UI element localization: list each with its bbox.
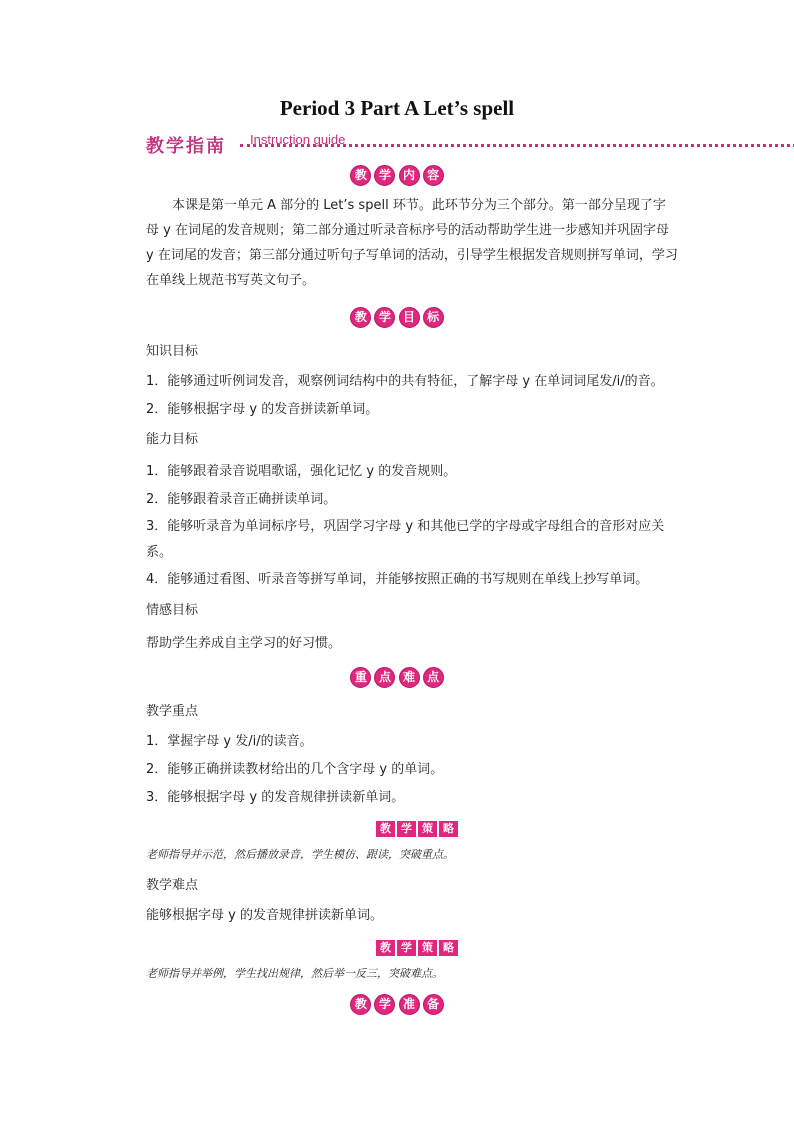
badge-char: 目 bbox=[399, 307, 420, 328]
badge-char: 重 bbox=[350, 667, 371, 688]
badge-char: 学 bbox=[397, 940, 416, 956]
badge-char: 学 bbox=[397, 821, 416, 837]
page-title: Period 3 Part A Let’s spell bbox=[279, 96, 515, 120]
knowledge-item: 2．能够根据字母 y 的发音拼读新单词。 bbox=[146, 402, 379, 417]
ability-item: 4．能够通过看图、听录音等拼写单词，并能够按照正确的书写规则在单线上抄写单词。 bbox=[146, 572, 649, 587]
section-badge-content bbox=[0, 164, 794, 186]
badge-char: 准 bbox=[399, 994, 420, 1015]
content-paragraph: 本课是第一单元 A 部分的 Let’s spell 环节。此环节分为三个部分。第一部分呈现了字母 y 在词尾的发音规则；第二部分通过听录音标序号的活动帮助学生进一步感知并巩固字母 y 在词尾的发音；第三部分通过听句子写单词的活动，引导学生根据发音规则拼写单词，学习在单线上规范书写英文句子。 bbox=[146, 198, 678, 288]
badge-char: 策 bbox=[418, 821, 437, 837]
badge-char: 教 bbox=[350, 165, 371, 186]
ability-item: 3．能够听录音为单词标序号，巩固学习字母 y 和其他已学的字母或字母组合的音形对应关系。 bbox=[146, 519, 665, 560]
section-badge-keypoints bbox=[0, 666, 794, 688]
section-badge-goals bbox=[0, 306, 794, 328]
instruction-guide-header bbox=[146, 130, 716, 156]
badge-char: 学 bbox=[374, 307, 395, 328]
guide-title-en: Instruction guide bbox=[250, 132, 346, 147]
badge-char: 略 bbox=[439, 940, 458, 956]
strategy-badge bbox=[0, 817, 794, 837]
key-strategy-text: 老师指导并示范，然后播放录音，学生模仿、跟读，突破重点。 bbox=[146, 848, 454, 861]
knowledge-item: 1．能够通过听例词发音，观察例词结构中的共有特征，了解字母 y 在单词词尾发/i/的音。 bbox=[146, 374, 664, 389]
badge-char: 教 bbox=[350, 994, 371, 1015]
difficulty-strategy-text: 老师指导并举例，学生找出规律，然后举一反三，突破难点。 bbox=[146, 967, 443, 980]
badge-char: 内 bbox=[399, 165, 420, 186]
difficulty-text: 能够根据字母 y 的发音规律拼读新单词。 bbox=[146, 908, 383, 923]
ability-item: 2．能够跟着录音正确拼读单词。 bbox=[146, 492, 337, 507]
badge-char: 点 bbox=[374, 667, 395, 688]
knowledge-heading: 知识目标 bbox=[146, 344, 199, 359]
key-item: 3．能够根据字母 y 的发音规律拼读新单词。 bbox=[146, 790, 405, 805]
badge-char: 学 bbox=[374, 994, 395, 1015]
badge-char: 标 bbox=[423, 307, 444, 328]
badge-char: 难 bbox=[399, 667, 420, 688]
badge-char: 点 bbox=[423, 667, 444, 688]
ability-item: 1．能够跟着录音说唱歌谣，强化记忆 y 的发音规则。 bbox=[146, 464, 457, 479]
badge-char: 教 bbox=[350, 307, 371, 328]
difficulty-heading: 教学难点 bbox=[146, 878, 199, 893]
badge-char: 策 bbox=[418, 940, 437, 956]
section-badge-prep bbox=[0, 993, 794, 1015]
key-heading: 教学重点 bbox=[146, 704, 199, 719]
key-item: 1．掌握字母 y 发/i/的读音。 bbox=[146, 734, 313, 749]
badge-char: 教 bbox=[376, 940, 395, 956]
badge-char: 略 bbox=[439, 821, 458, 837]
strategy-badge bbox=[0, 936, 794, 956]
badge-char: 容 bbox=[423, 165, 444, 186]
key-item: 2．能够正确拼读教材给出的几个含字母 y 的单词。 bbox=[146, 762, 444, 777]
emotion-text: 帮助学生养成自主学习的好习惯。 bbox=[146, 636, 342, 651]
badge-char: 教 bbox=[376, 821, 395, 837]
badge-char: 学 bbox=[374, 165, 395, 186]
badge-char: 备 bbox=[423, 994, 444, 1015]
guide-title-zh: 教学指南 bbox=[146, 136, 226, 157]
ability-heading: 能力目标 bbox=[146, 432, 199, 447]
emotion-heading: 情感目标 bbox=[146, 603, 199, 618]
